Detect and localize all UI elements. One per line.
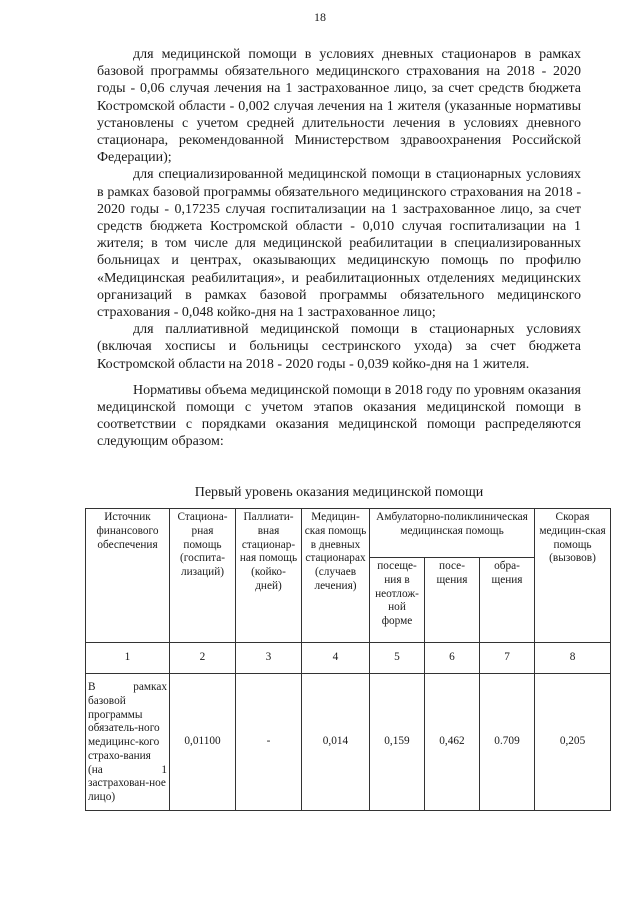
header-outpatient-emergency: посеще-ния в неотлож-ной форме xyxy=(370,558,425,643)
cell-palliative: - xyxy=(236,674,302,811)
table-row xyxy=(86,674,611,811)
cell-source: В рамках базовой программы обязатель-ного медицинс-кого страхо-вания (на 1 застрахован-ное лицо) xyxy=(86,674,170,811)
column-number: 6 xyxy=(425,643,480,674)
column-number: 8 xyxy=(535,643,611,674)
header-outpatient-appeals: обра-щения xyxy=(480,558,535,643)
table-title: Первый уровень оказания медицинской помощи xyxy=(194,485,484,500)
column-number: 2 xyxy=(170,643,236,674)
norms-table xyxy=(85,508,611,811)
cell-outpatient-appeals: 0.709 xyxy=(480,674,535,811)
header-source: Источник финансового обеспечения xyxy=(86,509,170,643)
header-day-care: Медицин-ская помощь в дневных стационарах (случаев лечения) xyxy=(302,509,370,643)
column-number: 5 xyxy=(370,643,425,674)
cell-ambulance: 0,205 xyxy=(535,674,611,811)
column-number-row xyxy=(86,643,611,674)
column-number: 7 xyxy=(480,643,535,674)
header-palliative: Паллиати-вная стационар-ная помощь (койко-дней) xyxy=(236,509,302,643)
header-outpatient: Амбулаторно-поликлиническая медицинская помощь xyxy=(370,509,535,558)
paragraph-norms-intro: Нормативы объема медицинской помощи в 2018 году по уровням оказания медицинской помощи с учетом этапов оказания медицинской помощи в соответствии с порядками оказания медицинской помощи распределяются следующим образом: xyxy=(97,382,581,450)
paragraph-palliative: для паллиативной медицинской помощи в стационарных условиях (включая хосписы и больницы сестринского ухода) за счет бюджета Костромской области на 2018 - 2020 годы - 0,039 койко-дня на 1 жителя. xyxy=(97,322,581,372)
cell-outpatient-visits: 0,462 xyxy=(425,674,480,811)
body-text xyxy=(97,46,581,451)
header-inpatient: Стациона-рная помощь (госпита-лизаций) xyxy=(170,509,236,643)
cell-day-care: 0,014 xyxy=(302,674,370,811)
cell-inpatient: 0,01100 xyxy=(170,674,236,811)
header-outpatient-visits: посе-щения xyxy=(425,558,480,643)
cell-outpatient-emergency: 0,159 xyxy=(370,674,425,811)
header-ambulance: Скорая медицин-ская помощь (вызовов) xyxy=(535,509,611,643)
paragraph-specialized: для специализированной медицинской помощи в стационарных условиях в рамках базовой программы обязательного медицинского страхования на 2018 - 2020 годы - 0,17235 случая госпитализации на 1 застрахованное лицо, за счет средств бюджета Костромской области - 0,010 случая госпитализации на 1 жителя; в том числе для медицинской реабилитации в специализированных больницах и центрах, оказывающих медицинскую помощь по профилю «Медицинская реабилитация», и реабилитационных отделениях медицинских организаций в рамках базовой программы обязательного медицинского страхования - 0,048 койко-дня на 1 застрахованное лицо; xyxy=(97,167,581,321)
page-number: 18 xyxy=(314,10,326,24)
paragraph-day-care: для медицинской помощи в условиях дневных стационаров в рамках базовой программы обязательного медицинского страхования на 2018 - 2020 годы - 0,06 случая лечения на 1 застрахованное лицо, за счет средств бюджета Костромской области - 0,002 случая лечения на 1 жителя (указанные нормативы установлены с учетом средней длительности лечения в условиях дневного стационара, рекомендованной Министерством здравоохранения Российской Федерации); xyxy=(97,47,581,166)
column-number: 3 xyxy=(236,643,302,674)
table-header-row xyxy=(86,509,611,558)
column-number: 4 xyxy=(302,643,370,674)
column-number: 1 xyxy=(86,643,170,674)
